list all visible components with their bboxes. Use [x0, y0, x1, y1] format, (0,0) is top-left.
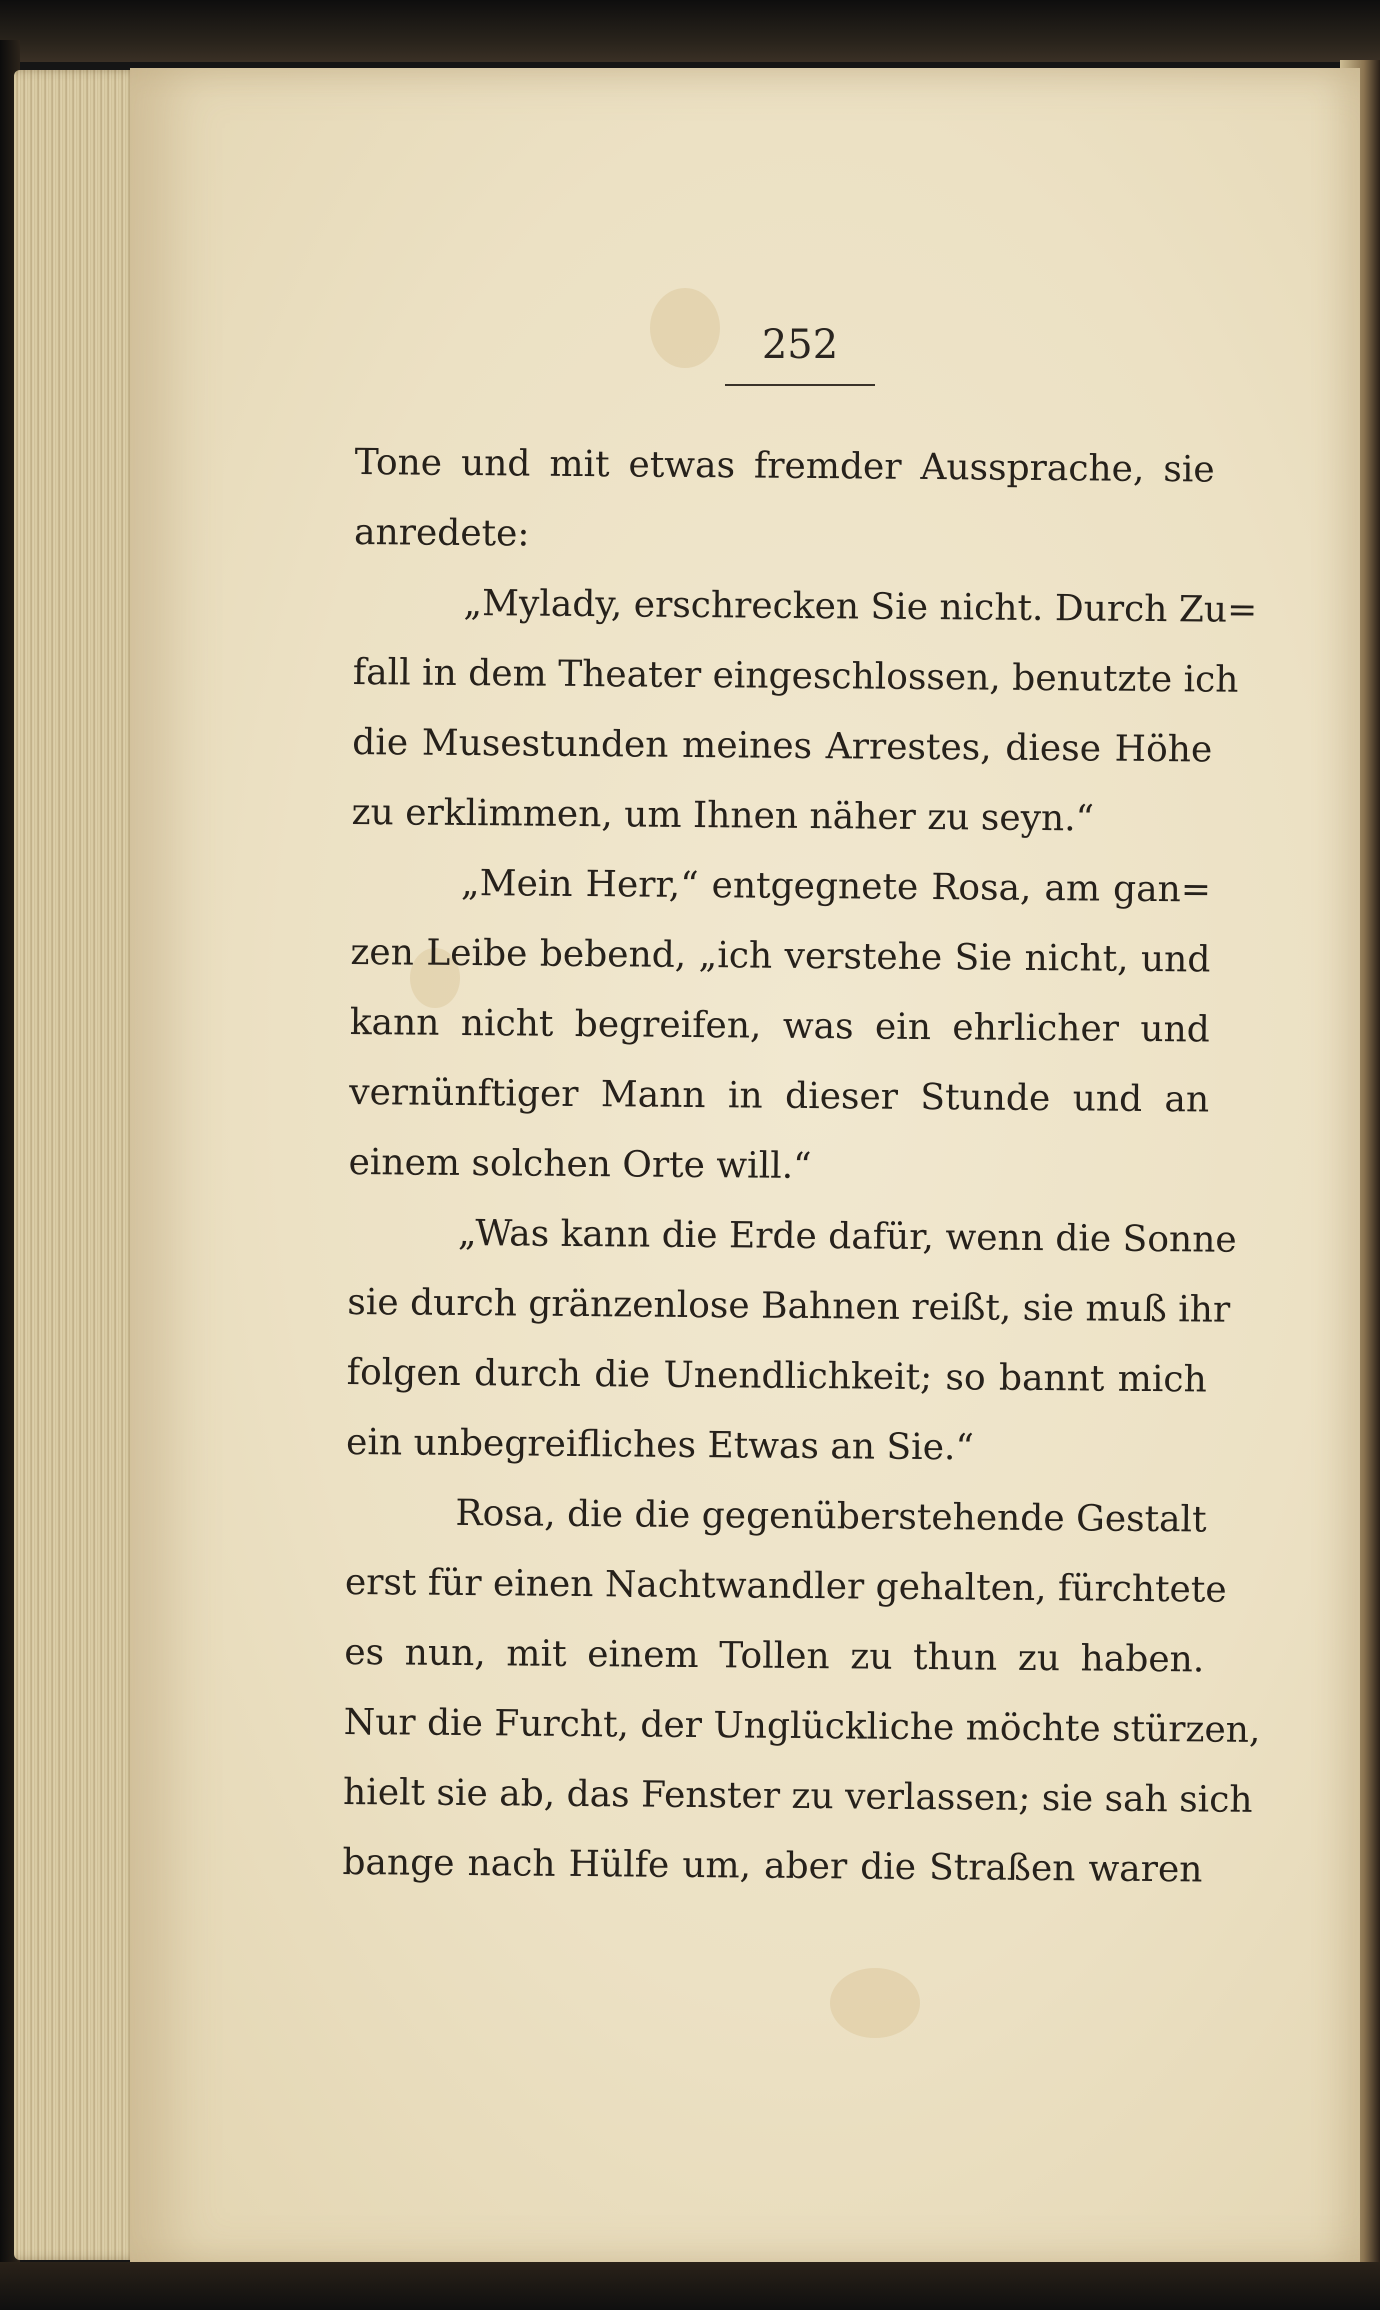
paper-stain: [830, 1968, 920, 2038]
book-cover-bottom: [0, 2262, 1380, 2310]
text-line: kann nicht begreifen, was ein ehrlicher und: [349, 1001, 1210, 1051]
page-number-rule: [725, 384, 875, 386]
text-line: es nun, mit einem Tollen zu thun zu haben.: [344, 1631, 1205, 1681]
book-cover-top: [0, 0, 1380, 62]
text-line: zu erklimmen, um Ihnen näher zu seyn.“: [351, 791, 1095, 840]
text-line: Tone und mit etwas fremder Aussprache, sie: [354, 441, 1215, 491]
text-line: sie durch gränzenlose Bahnen reißt, sie muß ihr: [347, 1281, 1231, 1331]
page-stack-edge: [14, 70, 144, 2260]
text-line: Nur die Furcht, der Unglückliche möchte stürzen,: [343, 1701, 1261, 1751]
text-line: hielt sie ab, das Fenster zu verlassen; sie sah sich: [342, 1771, 1253, 1821]
text-line: folgen durch die Unendlichkeit; so bannt mich: [346, 1351, 1207, 1401]
text-line: einem solchen Orte will.“: [348, 1141, 812, 1188]
text-line: erst für einen Nachtwandler gehalten, fürchtete: [344, 1561, 1227, 1611]
text-line: vernünftiger Mann in dieser Stunde und an: [349, 1071, 1210, 1121]
text-line: fall in dem Theater eingeschlossen, benutzte ich: [352, 651, 1239, 701]
text-line: „Mein Herr,“ entgegnete Rosa, am gan=: [460, 862, 1212, 911]
text-line: bange nach Hülfe um, aber die Straßen waren: [342, 1841, 1203, 1891]
text-line: „Was kann die Erde dafür, wenn die Sonne: [457, 1212, 1237, 1261]
page-number: 252: [761, 322, 839, 368]
text-line: Rosa, die die gegenüberstehende Gestalt: [455, 1492, 1207, 1541]
text-line: ein unbegreifliches Etwas an Sie.“: [345, 1421, 975, 1469]
text-line: „Mylady, erschrecken Sie nicht. Durch Zu=: [463, 582, 1258, 631]
text-line: zen Leibe bebend, „ich verstehe Sie nicht, und: [350, 931, 1211, 981]
body-text: [342, 428, 1261, 1905]
text-line: anredete:: [353, 511, 530, 555]
text-line: die Musestunden meines Arrestes, diese Höhe: [352, 721, 1213, 771]
